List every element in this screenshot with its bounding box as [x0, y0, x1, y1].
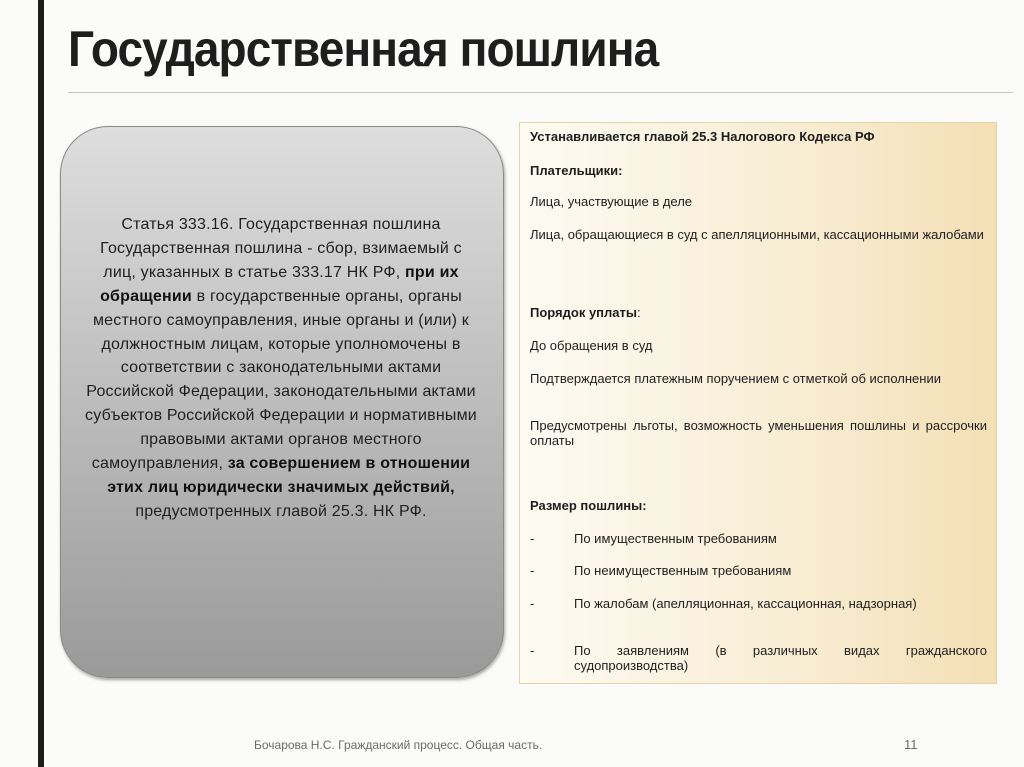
- left-accent-bar: [38, 0, 44, 767]
- payer-item: Лица, участвующие в деле: [530, 194, 693, 209]
- payer-item: Лица, обращающиеся в суд с апелляционными, кассационными жалобами: [530, 227, 984, 242]
- bullet-dash: -: [530, 643, 535, 658]
- payers-label: Плательщики:: [530, 163, 623, 178]
- order-item: Предусмотрены льготы, возможность уменьшения пошлины и рассрочки оплаты: [530, 418, 987, 448]
- size-label: Размер пошлины:: [530, 498, 647, 513]
- order-label: Порядок уплаты: [530, 305, 637, 320]
- definition-bold-a: при их обращении: [100, 263, 459, 305]
- bullet-dash: -: [530, 596, 535, 611]
- order-item: Подтверждается платежным поручением с отметкой об исполнении: [530, 371, 941, 386]
- title-divider: [68, 92, 1013, 93]
- article-heading: Статья 333.16. Государственная пошлина: [121, 216, 441, 233]
- definition-part-a: Государственная пошлина - сбор, взимаемый с лиц, указанных в статье 333.17 НК РФ,: [100, 239, 462, 281]
- footer-author: Бочарова Н.С. Гражданский процесс. Общая часть.: [254, 738, 543, 752]
- order-colon: :: [637, 305, 641, 320]
- order-label-row: [530, 305, 987, 320]
- size-item: По жалобам (апелляционная, кассационная, надзорная): [574, 596, 917, 611]
- info-heading: Устанавливается главой 25.3 Налогового Кодекса РФ: [530, 129, 875, 144]
- order-item: До обращения в суд: [530, 338, 653, 353]
- bullet-dash: -: [530, 563, 535, 578]
- definition-part-b: в государственные органы, органы местного самоуправления, иные органы и (или) к должностным лицам, которые уполномочены в соответствии с законодательными актами Российской Федерации, законодательными актами субъектов Российской Федерации и нормативными правовыми актами органов местного самоуправления,: [85, 287, 477, 473]
- size-item: По заявлениям (в различных видах гражданского судопроизводства): [574, 643, 987, 673]
- slide-title: Государственная пошлина: [68, 21, 659, 77]
- size-item: По неимущественным требованиям: [574, 563, 792, 578]
- definition-part-c: предусмотренных главой 25.3. НК РФ.: [135, 502, 427, 520]
- page-number: 11: [904, 737, 918, 752]
- definition-text: [82, 213, 480, 524]
- definition-bold-b: за совершением в отношении этих лиц юридически значимых действий,: [107, 455, 471, 496]
- size-item: По имущественным требованиям: [574, 531, 777, 546]
- bullet-dash: -: [530, 531, 535, 546]
